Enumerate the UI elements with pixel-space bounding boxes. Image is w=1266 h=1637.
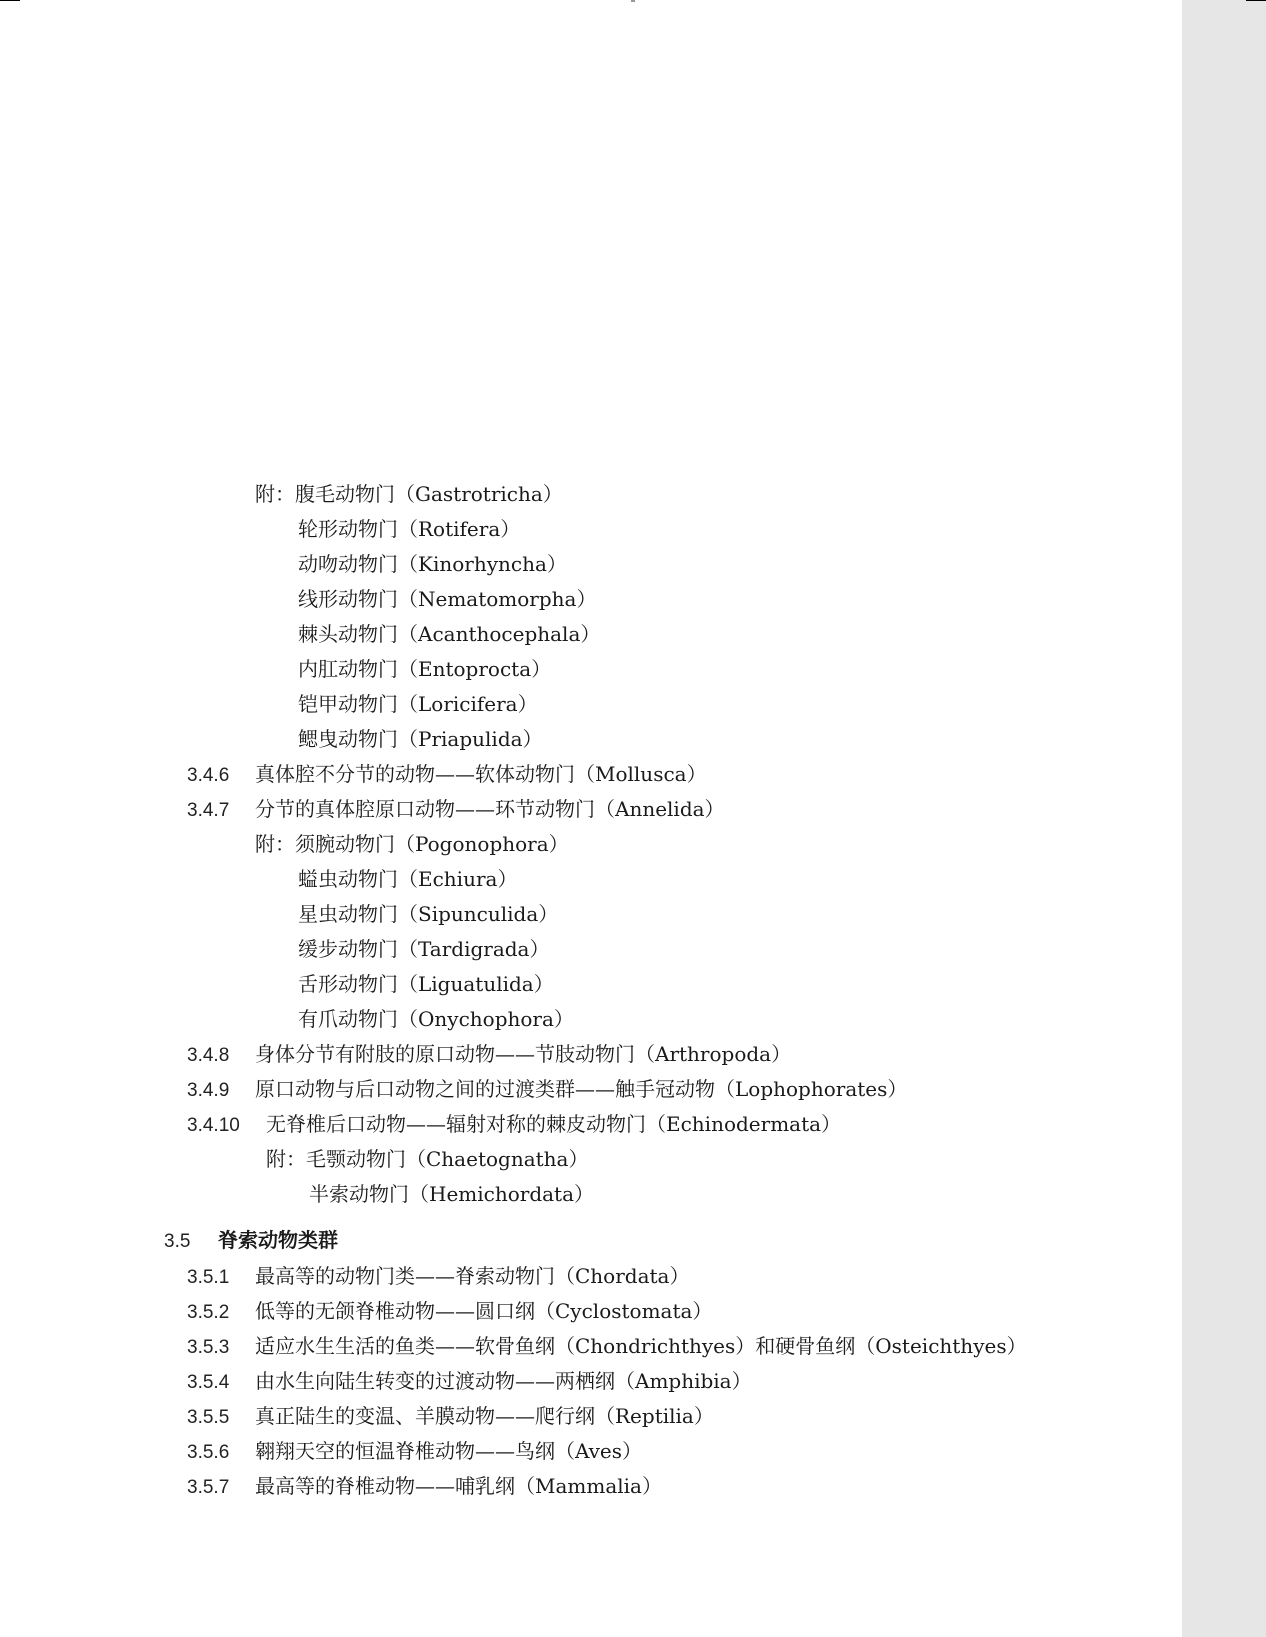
toc-entry-text: 原口动物与后口动物之间的过渡类群——触手冠动物（Lophophorates） xyxy=(255,1077,908,1101)
toc-subsection-line[interactable] xyxy=(187,1399,714,1434)
crop-mark-center xyxy=(631,0,635,2)
toc-entry-text: 动吻动物门（Kinorhyncha） xyxy=(298,552,567,576)
toc-appendix-line xyxy=(309,1177,594,1212)
subsection-number: 3.5.7 xyxy=(187,1477,230,1498)
toc-appendix-line xyxy=(255,477,563,512)
toc-subsection-line[interactable] xyxy=(187,792,725,827)
toc-entry-text: 铠甲动物门（Loricifera） xyxy=(298,692,538,716)
toc-entry-text: 有爪动物门（Onychophora） xyxy=(298,1007,574,1031)
toc-subsection-line[interactable] xyxy=(187,757,707,792)
toc-entry-text: 棘头动物门（Acanthocephala） xyxy=(298,622,601,646)
toc-entry-text: 须腕动物门（Pogonophora） xyxy=(295,832,569,856)
appendix-prefix: 附： xyxy=(255,832,295,856)
toc-entry-text: 身体分节有附肢的原口动物——节肢动物门（Arthropoda） xyxy=(255,1042,792,1066)
subsection-number: 3.4.6 xyxy=(187,765,230,786)
section-heading[interactable] xyxy=(164,1224,338,1258)
toc-entry-text: 缓步动物门（Tardigrada） xyxy=(298,937,550,961)
toc-entry-text: 毛颚动物门（Chaetognatha） xyxy=(306,1147,589,1171)
toc-entry-text: 腹毛动物门（Gastrotricha） xyxy=(295,482,563,506)
toc-appendix-line xyxy=(298,512,520,547)
toc-subsection-line[interactable] xyxy=(187,1364,752,1399)
toc-entry-text: 分节的真体腔原口动物——环节动物门（Annelida） xyxy=(255,797,725,821)
toc-entry-text: 翱翔天空的恒温脊椎动物——鸟纲（Aves） xyxy=(255,1439,643,1463)
toc-appendix-line xyxy=(298,722,543,757)
toc-entry-text: 最高等的脊椎动物——哺乳纲（Mammalia） xyxy=(255,1474,662,1498)
toc-subsection-line[interactable] xyxy=(187,1469,662,1504)
toc-entry-text: 舌形动物门（Liguatulida） xyxy=(298,972,554,996)
toc-entry-text: 螠虫动物门（Echiura） xyxy=(298,867,518,891)
toc-entry-text: 低等的无颌脊椎动物——圆口纲（Cyclostomata） xyxy=(255,1299,713,1323)
crop-mark-left xyxy=(0,0,20,1)
subsection-number: 3.4.9 xyxy=(187,1080,230,1101)
toc-appendix-line xyxy=(298,1002,574,1037)
toc-appendix-line xyxy=(298,582,596,617)
toc-appendix-line xyxy=(298,967,554,1002)
section-title: 脊索动物类群 xyxy=(218,1230,338,1252)
toc-subsection-line[interactable] xyxy=(187,1037,791,1072)
toc-subsection-line[interactable] xyxy=(187,1259,689,1294)
toc-appendix-line xyxy=(298,897,558,932)
subsection-number: 3.5.5 xyxy=(187,1407,230,1428)
subsection-number: 3.5.2 xyxy=(187,1302,230,1323)
subsection-number: 3.4.7 xyxy=(187,800,230,821)
toc-appendix-line xyxy=(298,687,538,722)
crop-mark-right xyxy=(1246,0,1266,1)
toc-entry-text: 无脊椎后口动物——辐射对称的棘皮动物门（Echinodermata） xyxy=(266,1112,842,1136)
toc-entry-text: 真体腔不分节的动物——软体动物门（Mollusca） xyxy=(255,762,707,786)
subsection-number: 3.4.8 xyxy=(187,1045,230,1066)
toc-appendix-line xyxy=(298,652,551,687)
toc-appendix-line xyxy=(298,932,549,967)
toc-subsection-line[interactable] xyxy=(187,1329,1027,1364)
toc-appendix-line xyxy=(266,1142,588,1177)
toc-entry-text: 鳃曳动物门（Priapulida） xyxy=(298,727,543,751)
toc-subsection-line[interactable] xyxy=(187,1072,907,1107)
subsection-number: 3.5.6 xyxy=(187,1442,230,1463)
appendix-prefix: 附： xyxy=(255,482,295,506)
toc-appendix-line xyxy=(298,617,600,652)
toc-entry-text: 星虫动物门（Sipunculida） xyxy=(298,902,559,926)
subsection-number: 3.5.1 xyxy=(187,1267,230,1288)
toc-entry-text: 半索动物门（Hemichordata） xyxy=(309,1182,595,1206)
toc-appendix-line xyxy=(298,547,567,582)
section-number: 3.5 xyxy=(164,1231,191,1252)
toc-subsection-line[interactable] xyxy=(187,1294,712,1329)
toc-entry-text: 由水生向陆生转变的过渡动物——两栖纲（Amphibia） xyxy=(255,1369,752,1393)
subsection-number: 3.4.10 xyxy=(187,1115,240,1136)
toc-appendix-line xyxy=(255,827,569,862)
toc-entry-text: 轮形动物门（Rotifera） xyxy=(298,517,521,541)
toc-entry-text: 线形动物门（Nematomorpha） xyxy=(298,587,597,611)
subsection-number: 3.5.4 xyxy=(187,1372,230,1393)
subsection-number: 3.5.3 xyxy=(187,1337,230,1358)
toc-subsection-line[interactable] xyxy=(187,1434,642,1469)
toc-entry-text: 真正陆生的变温、羊膜动物——爬行纲（Reptilia） xyxy=(255,1404,714,1428)
toc-entry-text: 内肛动物门（Entoprocta） xyxy=(298,657,552,681)
toc-subsection-line[interactable] xyxy=(187,1107,841,1142)
toc-entry-text: 最高等的动物门类——脊索动物门（Chordata） xyxy=(255,1264,690,1288)
toc-appendix-line xyxy=(298,862,517,897)
appendix-prefix: 附： xyxy=(266,1147,306,1171)
toc-entry-text: 适应水生生活的鱼类——软骨鱼纲（Chondrichthyes）和硬骨鱼纲（Osteichthyes） xyxy=(255,1334,1027,1358)
margin-strip xyxy=(1182,0,1266,1637)
